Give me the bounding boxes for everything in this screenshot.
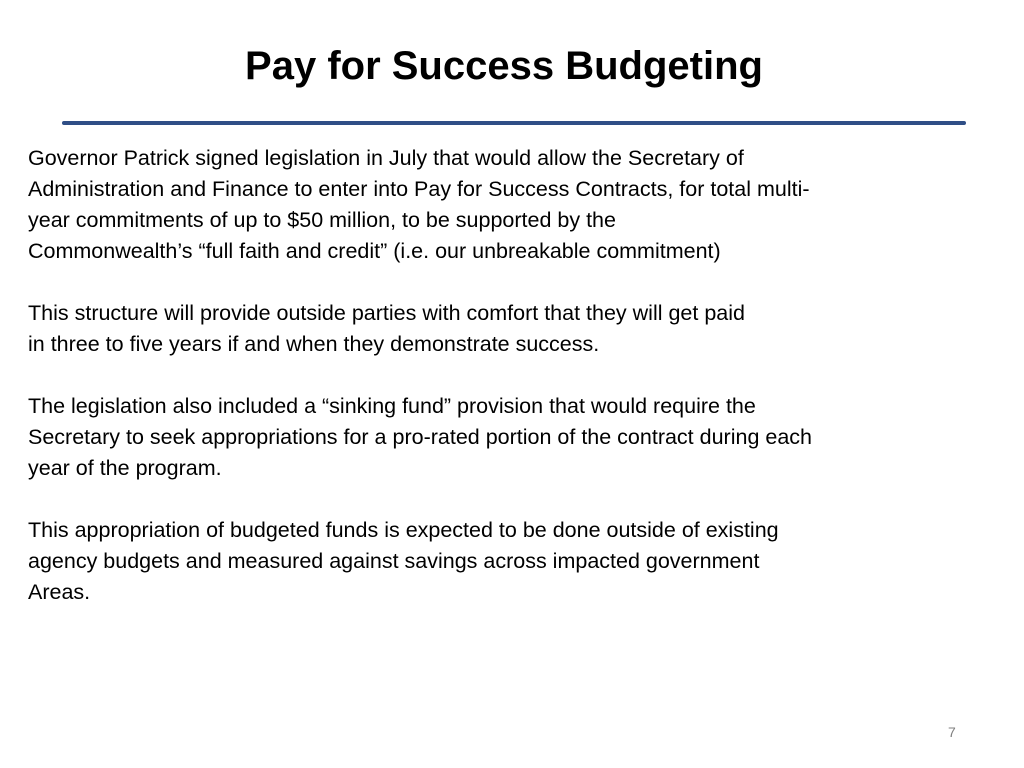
- paragraph-line: Administration and Finance to enter into Pay for Success Contracts, for total multi-: [28, 177, 810, 201]
- slide-title: Pay for Success Budgeting: [245, 44, 763, 88]
- slide-body: [28, 143, 988, 639]
- paragraph-line: This appropriation of budgeted funds is expected to be done outside of existing: [28, 518, 779, 542]
- paragraph-line: This structure will provide outside parties with comfort that they will get paid: [28, 301, 745, 325]
- paragraph-line: in three to five years if and when they demonstrate success.: [28, 332, 600, 356]
- paragraph-line: agency budgets and measured against savings across impacted government: [28, 549, 760, 573]
- paragraph-appropriation: [28, 515, 988, 608]
- paragraph-line: Secretary to seek appropriations for a pro-rated portion of the contract during each: [28, 425, 812, 449]
- paragraph-legislation: [28, 143, 988, 267]
- paragraph-structure: [28, 298, 988, 360]
- paragraph-line: Commonwealth’s “full faith and credit” (i.e. our unbreakable commitment): [28, 239, 721, 263]
- paragraph-line: Areas.: [28, 580, 91, 604]
- paragraph-line: year of the program.: [28, 456, 222, 480]
- title-underline-rule: [62, 121, 966, 125]
- paragraph-line: The legislation also included a “sinking fund” provision that would require the: [28, 394, 756, 418]
- paragraph-line: year commitments of up to $50 million, to be supported by the: [28, 208, 616, 232]
- paragraph-sinking-fund: [28, 391, 988, 484]
- page-number: 7: [948, 724, 956, 740]
- paragraph-line: Governor Patrick signed legislation in July that would allow the Secretary of: [28, 146, 744, 170]
